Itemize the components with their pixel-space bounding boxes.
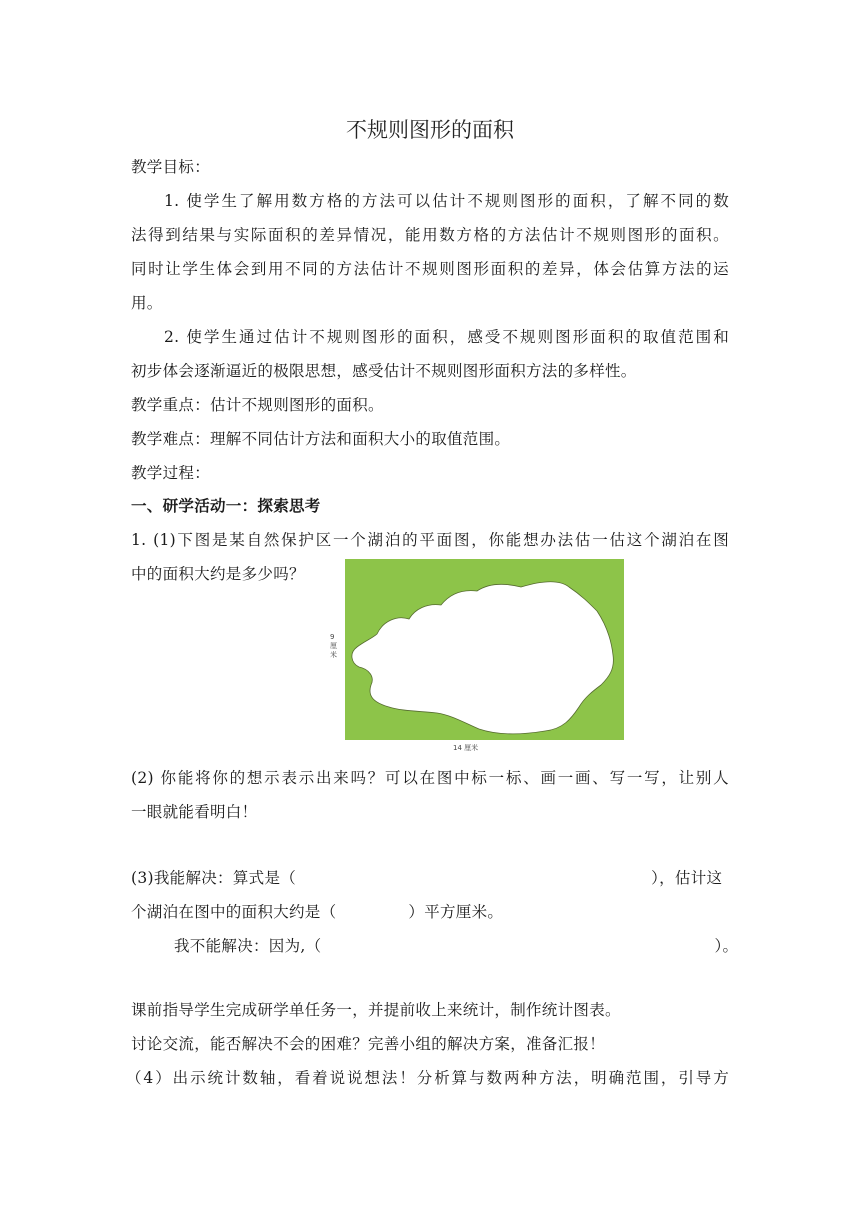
lake-map-figure bbox=[345, 559, 624, 740]
question-3-line-1 bbox=[131, 868, 722, 888]
area-prompt: 个湖泊在图中的面积大约是（ bbox=[131, 903, 337, 921]
process-heading: 教学过程： bbox=[131, 464, 211, 482]
question-1-line-1: 1. (1)下图是某自然保护区一个湖泊的平面图，你能想办法估一估这个湖泊在图 bbox=[131, 531, 729, 549]
objective-1-line-1: 1. 使学生了解用数方格的方法可以估计不规则图形的面积，了解不同的数 bbox=[164, 192, 729, 210]
objective-1-line-2: 法得到结果与实际面积的差异情况，能用数方格的方法估计不规则图形的面积。 bbox=[131, 226, 729, 244]
question-2-line-1: (2) 你能将你的想示表示出来吗？可以在图中标一标、画一画、写一写，让别人 bbox=[131, 769, 729, 787]
objective-1-line-4: 用。 bbox=[131, 294, 163, 312]
reason-suffix: ）。 bbox=[714, 937, 739, 955]
activity-1-heading: 一、研学活动一：探索思考 bbox=[131, 496, 321, 515]
question-3-line-2 bbox=[131, 902, 503, 922]
question-2-line-2: 一眼就能看明白！ bbox=[131, 803, 258, 821]
reason-prompt: 我不能解决：因为,（ bbox=[174, 937, 322, 955]
note-1: 课前指导学生完成研学单任务一，并提前收上来统计，制作统计图表。 bbox=[131, 1001, 621, 1019]
page-title: 不规则图形的面积 bbox=[346, 118, 514, 142]
objective-2-line-2: 初步体会逐渐逼近的极限思想，感受估计不规则图形面积方法的多样性。 bbox=[131, 362, 637, 380]
note-2: 讨论交流，能否解决不会的困难？完善小组的解决方案，准备汇报！ bbox=[131, 1035, 606, 1053]
difficulty: 教学难点：理解不同估计方法和面积大小的取值范围。 bbox=[131, 430, 511, 448]
formula-prompt: (3)我能解决：算式是（ bbox=[131, 869, 297, 887]
objective-2-line-1: 2. 使学生通过估计不规则图形的面积，感受不规则图形面积的取值范围和 bbox=[164, 328, 729, 346]
question-3-line-3 bbox=[174, 936, 738, 956]
objective-1-line-3: 同时让学生体会到用不同的方法估计不规则图形面积的差异，体会估算方法的运 bbox=[131, 260, 729, 278]
area-suffix: ）平方厘米。 bbox=[408, 903, 504, 921]
formula-suffix: ），估计这 bbox=[651, 869, 723, 887]
question-4-line-1: （4）出示统计数轴，看着说说想法！分析算与数两种方法，明确范围，引导方 bbox=[126, 1069, 729, 1087]
question-1-line-2: 中的面积大约是多少吗？ bbox=[131, 565, 305, 583]
height-dimension-label: 9 厘 米 bbox=[330, 633, 337, 659]
width-dimension-label: 14 厘米 bbox=[453, 744, 479, 752]
objectives-heading: 教学目标： bbox=[131, 158, 211, 176]
key-point: 教学重点：估计不规则图形的面积。 bbox=[131, 396, 384, 414]
